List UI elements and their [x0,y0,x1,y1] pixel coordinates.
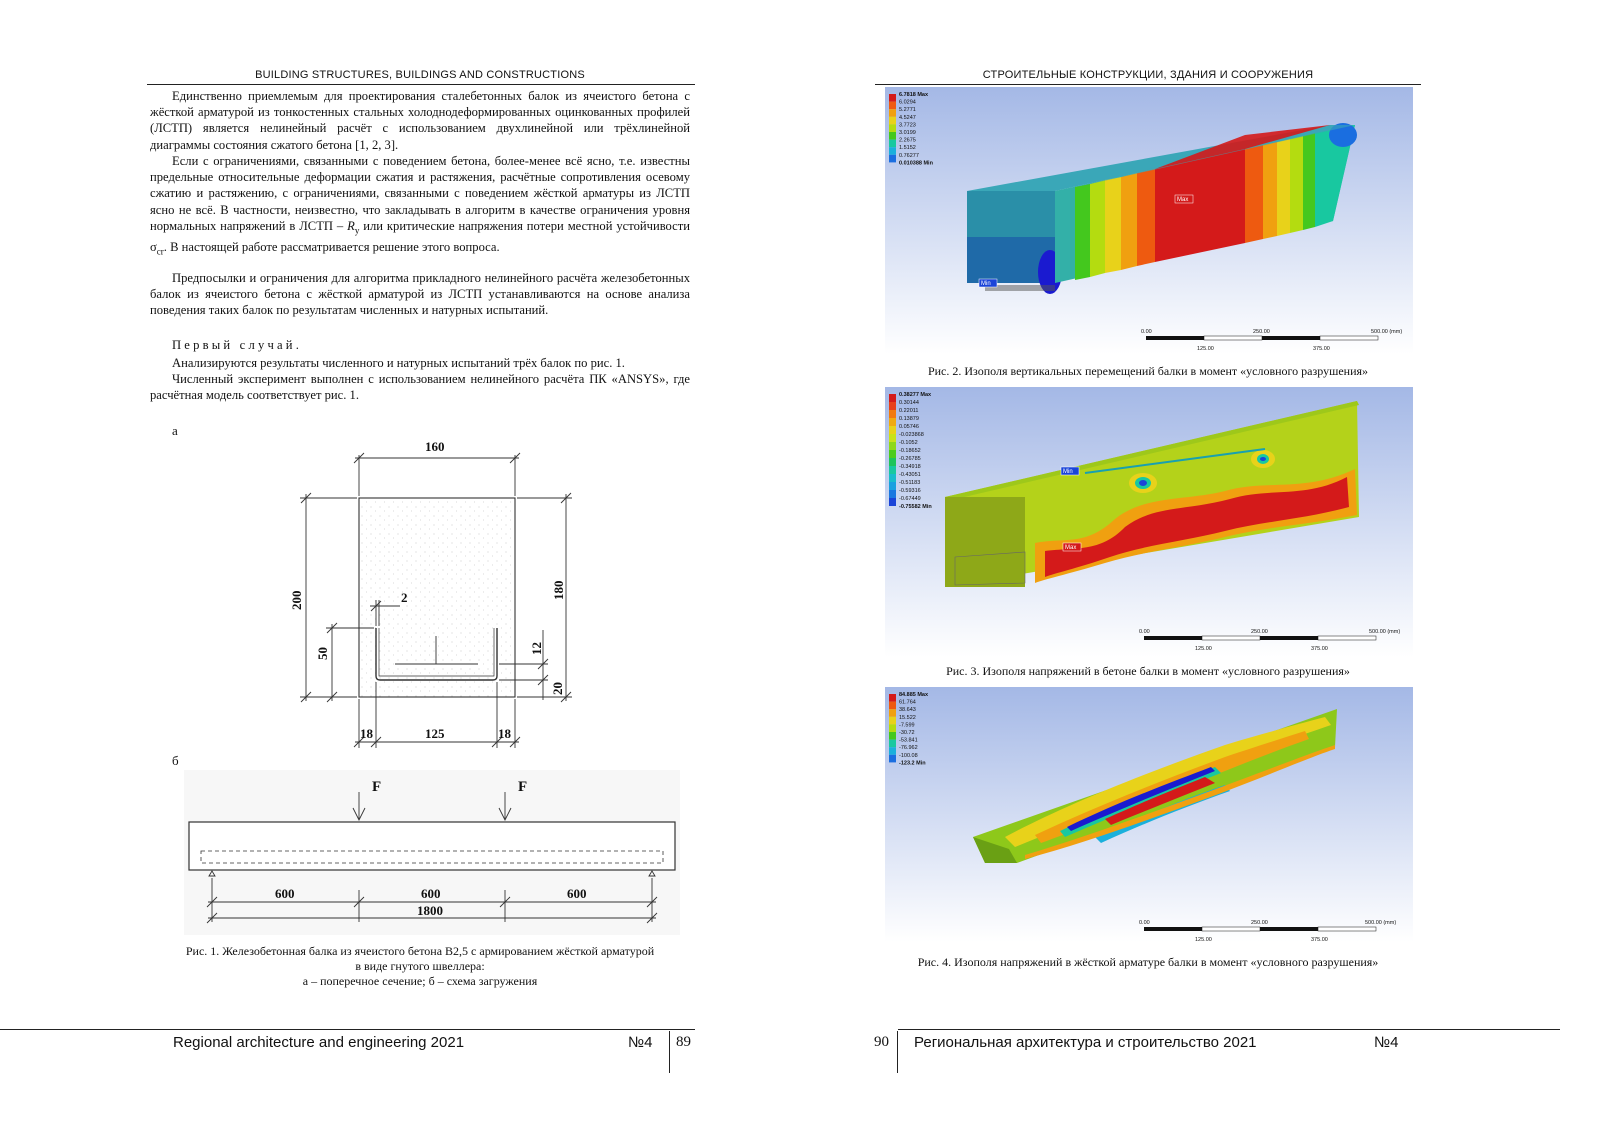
fig1-label-a: а [172,423,178,438]
span-2: 600 [421,886,441,901]
fig3-legend-label: -0.75582 Min [899,504,932,510]
support-right [649,871,655,876]
fig3-legend-label: 0.30144 [899,400,919,406]
fig4-legend-swatch [889,709,896,717]
dim-height-inner: 180 [551,580,566,600]
fig1-label-b: б [172,753,179,768]
fig3-max-tag: Max [1065,545,1077,551]
fig4-legend-label: -30.72 [899,730,915,736]
span-3: 600 [567,886,587,901]
fig4-render [885,687,1413,942]
header-rule-right [875,84,1421,85]
fig1-caption-line1: Рис. 1. Железобетонная балка из ячеистого бетона B2,5 с армированием жёсткой арматурой [185,944,655,958]
dim-wall: 2 [401,590,408,605]
svg-text:0.00: 0.00 [1139,629,1150,635]
fig3-legend-label: -0.023868 [899,432,924,438]
fig3-legend-swatch [889,434,896,442]
svg-text:250.00: 250.00 [1253,329,1270,335]
fig2-legend-label: 6.7818 Max [899,92,929,98]
fig3-legend-label: -0.34918 [899,464,921,470]
fig3-legend-label: -0.26785 [899,456,921,462]
fig3-legend-swatch [889,482,896,490]
fig2-legend-label: 6.0294 [899,99,916,106]
fig4-legend-swatch [889,694,896,702]
fig4-legend-swatch [889,755,896,763]
fig4-legend-swatch [889,747,896,755]
fig2-legend-swatch [889,102,896,110]
dim-web: 125 [425,726,445,741]
fig2-legend-swatch [889,147,896,155]
fig4-legend-label: 38.643 [899,707,916,714]
fig3-legend-swatch [889,418,896,426]
footer-page-number-right: 90 [874,1034,889,1050]
fig2-legend-swatch [889,109,896,117]
footer-rule-right [898,1029,1560,1030]
fig3-legend-swatch [889,458,896,466]
fig3-legend-label: 0.05746 [899,424,919,430]
cross-section-drawing [280,432,600,752]
section-outline [359,498,515,697]
footer-issue-right: №4 [1374,1034,1399,1051]
footer-journal-right: Региональная архитектура и строительство 2021 [914,1034,1257,1051]
fig2-legend-label: 4.5247 [899,114,916,121]
fig2-legend-label: 3.7723 [899,122,916,129]
fig2-legend-swatch [889,140,896,148]
load-label-1: F [372,779,382,795]
footer-journal-left: Regional architecture and engineering 2021 [173,1034,465,1051]
fig3-render [885,387,1413,657]
fig1-caption-line3: а – поперечное сечение; б – схема загружения [302,974,538,988]
fig3-legend-swatch [889,442,896,450]
fig2-legend-label: 2.2675 [899,137,916,144]
fig2-legend-label: 5.2771 [899,107,916,114]
svg-text:125.00: 125.00 [1195,937,1212,942]
fig4-legend-swatch [889,740,896,748]
fig4-legend-label: -7.599 [899,722,915,729]
fig2-legend-swatch [889,94,896,102]
fig3-min-tag: Min [1063,469,1073,475]
load-label-2: F [518,779,528,795]
fig3-caption: Рис. 3. Изополя напряжений в бетоне балки в момент «условного разрушения» [946,664,1350,678]
svg-text:375.00: 375.00 [1311,937,1328,942]
fig3-beam [945,401,1359,587]
fig4-legend-label: -53.841 [899,737,918,744]
svg-text:250.00: 250.00 [1251,920,1268,926]
fig2-legend-label: 3.0199 [899,130,916,136]
loading-scheme-drawing [184,770,680,935]
fig3-legend-label: 0.22011 [899,408,919,414]
fig2-scale-bar [1141,329,1402,352]
fig2-legend [889,92,934,166]
fig2-legend-swatch [889,132,896,140]
dim-flange-left: 18 [360,726,373,741]
svg-text:375.00: 375.00 [1311,646,1328,652]
footer-page-divider-left [669,1031,670,1073]
fig4-legend-swatch [889,732,896,740]
fig2-legend-swatch [889,117,896,125]
span-total: 1800 [417,903,443,918]
fig2-legend-swatch [889,155,896,163]
fig4-legend-swatch [889,724,896,732]
fig4-legend-label: -76.962 [899,745,918,752]
fig3-legend-swatch [889,394,896,402]
fig4-scale-bar [1139,920,1396,942]
footer-rule-left [0,1029,695,1030]
fig4-legend-swatch [889,717,896,725]
fig4-legend-label: 61.764 [899,699,916,706]
fig3-legend-label: -0.1052 [899,440,918,446]
fig4-legend-label: 84.885 Max [899,692,929,698]
footer-page-number-left: 89 [676,1034,691,1050]
svg-text:0.00: 0.00 [1141,329,1152,335]
svg-text:0.00: 0.00 [1139,920,1150,926]
dim-gap: 12 [529,642,544,655]
fig3-legend-swatch [889,466,896,474]
fig2-max-tag: Max [1177,197,1189,203]
fig3-legend-swatch [889,474,896,482]
fig3-legend-swatch [889,490,896,498]
fig2-legend-label: 0.76277 [899,152,919,159]
dim-height-total: 200 [289,590,304,610]
fig3-legend-label: -0.67449 [899,496,921,502]
fig2-beam [967,123,1357,294]
fig3-legend-swatch [889,450,896,458]
paragraph-5: Анализируются результаты численного и натурных испытаний трёх балок по рис. 1. [172,356,625,370]
running-header-right: СТРОИТЕЛЬНЫЕ КОНСТРУКЦИИ, ЗДАНИЯ И СООРУЖЕНИЯ [982,69,1314,81]
fig3-legend-swatch [889,402,896,410]
fig1-caption-line2: в виде гнутого швеллера: [355,959,485,973]
fig2-legend-swatch [889,124,896,132]
fig4-legend-label: 15.522 [899,714,916,721]
fig2-render [885,87,1413,354]
fig3-legend-swatch [889,410,896,418]
fig2-legend-label: 0.010388 Min [899,160,933,167]
svg-text:375.00: 375.00 [1313,346,1330,352]
paragraph-2: Если с ограничениями, связанными с поведением бетона, более-менее всё ясно, т.е. известны предельные относительные деформации сжатия и растяжения, расчётные сопротивления осевому сжатию и растяжению, с ограничениями, связанными с поведением жёсткой арматуры из ЛСТП ясно не всё. В частности, неизвестно, что закладывать в алгоритм в качестве ограничения уровня нормальных напряжений в ЛСТП – $R_y$ или критические напряжения потери местной устойчивости $\sigma_{cr}$. В настоящей работе рассматривается решение этого вопроса. [150,154,690,257]
fig4-legend-swatch [889,702,896,710]
dim-flange-right: 18 [498,726,511,741]
svg-text:125.00: 125.00 [1197,346,1214,352]
fig4-legend [889,692,929,766]
paragraph-1: Единственно приемлемым для проектирования сталебетонных балок из ячеистого бетона с жёсткой арматурой из тонкостенных стальных холоднодеформированных оцинкованных профилей (ЛСТП) является нелинейный расчёт с использованием двухлинейной или трёхлинейной диаграммы состояния сжатого бетона [1, 2, 3]. [150,89,690,152]
dim-width-top: 160 [425,439,445,454]
svg-text:250.00: 250.00 [1251,629,1268,635]
footer-issue-left: №4 [628,1034,653,1051]
support-left [209,871,215,876]
svg-text:500.00 (mm): 500.00 (mm) [1371,329,1403,335]
fig3-legend [889,392,932,510]
svg-text:500.00 (mm): 500.00 (mm) [1365,920,1397,926]
fig4-channel [973,709,1337,863]
fig3-legend-label: 0.38277 Max [899,392,932,398]
fig4-legend-label: -100.08 [899,752,918,759]
paragraph-3: Предпосылки и ограничения для алгоритма прикладного нелинейного расчёта железобетонных балок из ячеистого бетона с жёсткой арматурой из ЛСТП устанавливаются на основе анализа поведения таких балок по результатам численных и натурных испытаний. [150,271,690,318]
fig3-legend-label: -0.59316 [899,488,921,494]
running-header-left: BUILDING STRUCTURES, BUILDINGS AND CONSTRUCTIONS [255,69,585,81]
fig2-min-tag: Min [981,281,991,287]
fig3-legend-swatch [889,426,896,434]
fig3-legend-swatch [889,498,896,506]
fig4-legend-label: -123.2 Min [899,760,926,767]
paragraph-6: Численный эксперимент выполнен с использованием нелинейного расчёта ПК «ANSYS», где расчётная модель соответствует рис. 1. [150,372,690,403]
loading-scheme-panel [184,770,680,935]
fig4-caption: Рис. 4. Изополя напряжений в жёсткой арматуре балки в момент «условного разрушения» [917,955,1379,969]
dim-profile-height: 50 [315,647,330,660]
span-1: 600 [275,886,295,901]
fig3-legend-label: 0.13879 [899,416,919,422]
fig2-legend-label: 1.5152 [899,145,916,152]
header-rule-left [147,84,695,85]
fig3-legend-label: -0.43051 [899,472,921,478]
paragraph-4: Первый случай. [172,338,303,352]
fig3-legend-label: -0.18652 [899,448,921,454]
svg-text:125.00: 125.00 [1195,646,1212,652]
fig2-caption: Рис. 2. Изополя вертикальных перемещений балки в момент «условного разрушения» [927,364,1369,378]
dim-bottom: 20 [550,682,565,695]
fig3-scale-bar [1139,629,1400,652]
svg-text:500.00 (mm): 500.00 (mm) [1369,629,1401,635]
footer-page-divider-right [897,1031,898,1073]
fig3-legend-label: -0.51183 [899,480,921,486]
